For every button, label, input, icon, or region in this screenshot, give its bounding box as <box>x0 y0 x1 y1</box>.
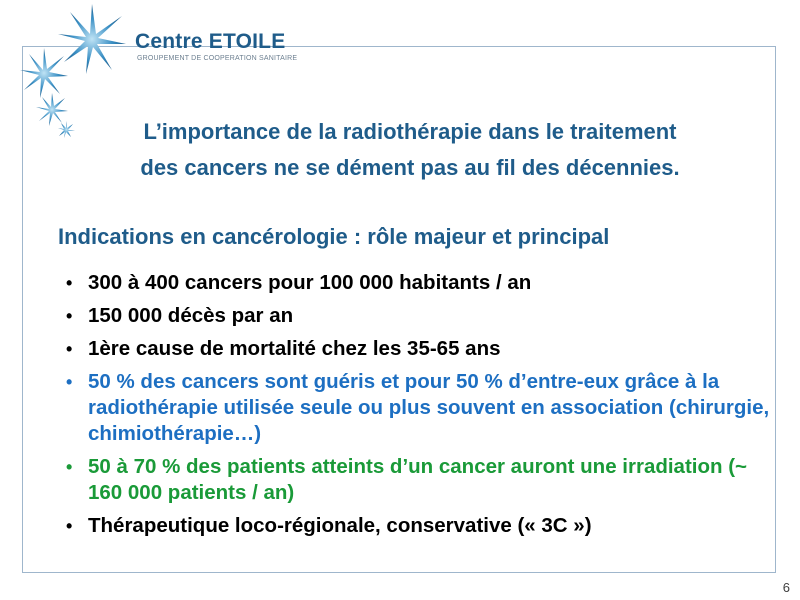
bullet-item <box>66 303 771 329</box>
bullet-dot: • <box>66 372 73 392</box>
bullet-item <box>66 513 771 539</box>
bullet-item <box>66 369 771 447</box>
bullet-text: Thérapeutique loco-régionale, conservative (« 3C ») <box>88 514 592 537</box>
logo-subtitle: GROUPEMENT DE COOPERATION SANITAIRE <box>137 55 298 62</box>
bullet-text: 50 % des cancers sont guéris et pour 50 % d’entre-eux grâce à la radiothérapie utilisée seule ou plus souvent en association (chirurgie, chimiothérapie…) <box>88 370 770 445</box>
bullet-dot: • <box>66 306 73 326</box>
subheading: Indications en cancérologie : rôle majeur et principal <box>58 224 610 249</box>
bullet-dot: • <box>66 273 73 293</box>
bullet-dot: • <box>66 516 73 536</box>
bullet-dot: • <box>66 457 73 477</box>
bullet-list <box>66 270 771 539</box>
headline-line-1: L’importance de la radiothérapie dans le traitement <box>143 119 677 144</box>
bullet-item <box>66 336 771 362</box>
bullet-item <box>66 454 771 506</box>
page-number: 6 <box>782 580 790 595</box>
headline-line-2: des cancers ne se dément pas au fil des décennies. <box>140 155 680 180</box>
bullet-item <box>66 270 771 296</box>
bullet-dot: • <box>66 339 73 359</box>
bullet-text: 50 à 70 % des patients atteints d’un cancer auront une irradiation (~ 160 000 patients / an) <box>88 455 748 504</box>
bullet-text: 150 000 décès par an <box>88 304 294 327</box>
bullet-text: 1ère cause de mortalité chez les 35-65 ans <box>88 337 501 360</box>
logo-title: Centre ETOILE <box>135 30 286 53</box>
bullet-text: 300 à 400 cancers pour 100 000 habitants / an <box>88 271 532 294</box>
